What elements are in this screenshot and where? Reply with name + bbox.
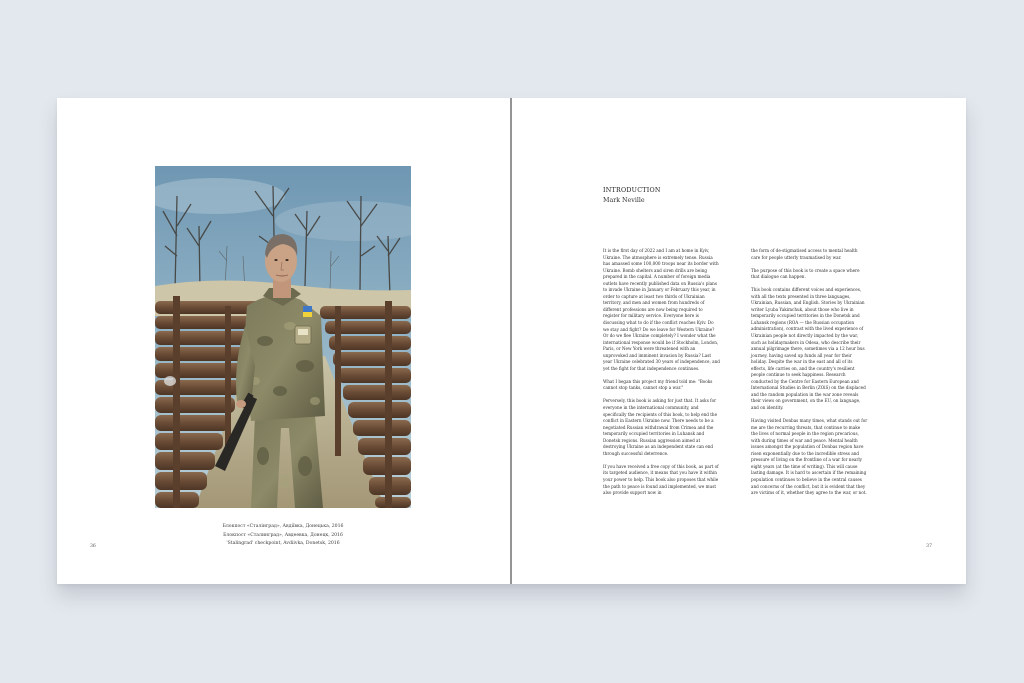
open-book-spread (57, 98, 966, 584)
chapter-heading (603, 186, 803, 206)
paragraph: This book contains different voices and experiences, with all the texts presented in three languages, Ukrainian, Russian, and English. Stories by Ukrainian writer Lyuba Yakimchuk, about those who live in temporarily occupied territories in the Donetsk and Luhansk regions (ROA — the Russian occupation administration), contrast with the lived experience of Ukrainian people not directly impacted by the war, such as holidaymakers in Odesa, who describe their annual pilgrimage there, sometimes via a 12 hour bus journey, having saved up funds all year for their holiday. Despite the war in the east and all of its effects, life carries on, and the country's resilient people continue to seek happiness. Research conducted by the Centre for Eastern European and International Studies in Berlin (ZOiS) on the displaced and the random population in the war zone reveals their views on government, on the EU, on language, and on identity. (751, 287, 866, 411)
paragraph: the form of de-stigmatised access to mental health care for people utterly traumatised by war. (751, 248, 858, 260)
caption-ukrainian: Блокпост «Сталінград», Авдіївка, Донецька, 2016 (222, 524, 344, 529)
left-page (57, 98, 511, 584)
paragraph: Perversely, this book is asking for just that. It asks for everyone in the international community, and specifically the recipients of this book, to help end the conflict in Eastern Ukraine now. There needs to be a negotiated Russian withdrawal from Crimea and the temporarily occupied territories in Luhansk and Donetsk regions. Russian aggression aimed at destroying Ukraine as an independent state can end through successful deterrence. (603, 398, 718, 456)
paragraph: The purpose of this book is to create a space where that dialogue can happen. (751, 267, 860, 280)
page-number-right: 37 (926, 544, 932, 549)
paragraph: Having visited Donbas many times, what stands out for me are the recurring threats, that continue to make the lives of normal people in the region precarious, with during times of war and peace. Mental health issues amongst the population of Donbas region have risen exponentially due to the incredible stress and pressure of living on the frontline of a war for nearly eight years (at the time of writing). This will cause lasting damage. It is hard to ascertain if the remaining population continues to believe in the central causes and concerns of the conflict, but it is evident that they are victims of it, whether they agree to the war, or not. (751, 418, 868, 496)
chapter-author: Mark Neville (603, 197, 645, 204)
right-page (512, 98, 966, 584)
soldier-photograph (155, 166, 411, 508)
chapter-title: INTRODUCTION (603, 187, 661, 194)
photo-captions (155, 523, 411, 549)
paragraph: If you have received a free copy of this book, as part of its targeted audience, it means that you have it within your power to help. This book also proposes that while the path to peace is found and implemented, we must also provide support now in (603, 463, 719, 496)
paragraph: It is the first day of 2022 and I am at home in Kyiv, Ukraine. The atmosphere is extremely tense. Russia has amassed some 100,000 troops near its border with Ukraine. Bomb shelters and siren drills are being prepared in the capital. A number of foreign media outlets have recently published data on Russia's plans to invade Ukraine in January or February this year, in order to capture at least two thirds of Ukrainian territory, and men and women from hundreds of different professions are now being required to register for military service. Everyone here is discussing what to do if the conflict reaches Kyiv. Do we stay and fight? Do we leave for Western Ukraine? Or do we flee Ukraine completely? I wonder what the international response would be if Stockholm, London, Paris, or New York were threatened with an unprovoked and imminent invasion by Russia? Last year Ukraine celebrated 30 years of independence, and yet the fight for that independence continues. (603, 248, 720, 371)
paragraph: What I began this project my friend told me: "Books cannot stop tanks, cannot stop a war." (603, 378, 713, 391)
caption-russian: Блокпост «Сталинград», Авдеевка, Донецк, 2016 (223, 532, 343, 538)
page-number-left: 36 (90, 544, 96, 549)
text-column-1 (603, 248, 720, 503)
caption-english: 'Stalingrad' checkpoint, Avdiivka, Donetsk, 2016 (226, 541, 340, 546)
text-column-2 (751, 248, 868, 503)
